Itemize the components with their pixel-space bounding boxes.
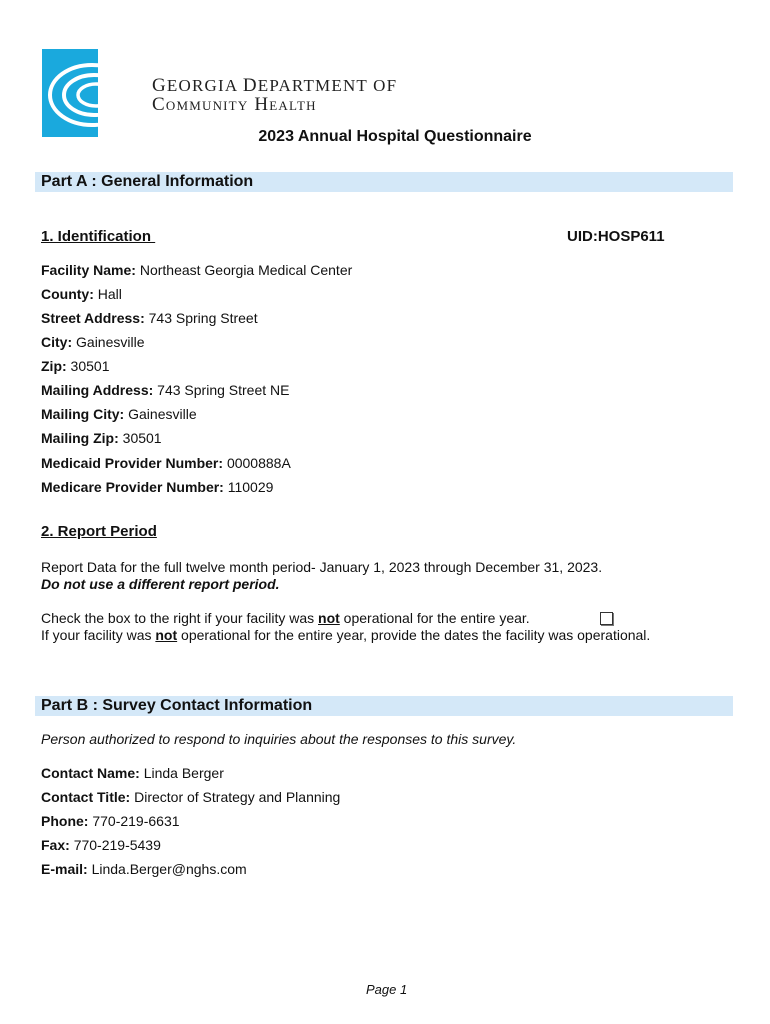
field-value: 743 Spring Street NE (157, 382, 290, 398)
field-fax (41, 837, 161, 853)
field-label: Contact Title: (41, 789, 131, 805)
dates-line-text-b: operational for the entire year, provide the dates the facility was operational. (177, 627, 651, 643)
report-period-heading: 2. Report Period (41, 523, 157, 540)
dch-logo-svg (42, 49, 98, 137)
field-medicare-provider-number (41, 479, 273, 495)
org-initial-d: D (242, 75, 258, 96)
org-name-line2 (152, 94, 317, 116)
field-label: Mailing City: (41, 406, 125, 422)
operational-dates-line (41, 627, 650, 643)
field-label: Zip: (41, 358, 67, 374)
field-label: Street Address: (41, 310, 145, 326)
field-mailing-zip (41, 430, 162, 446)
not-operational-checkbox[interactable] (600, 612, 613, 625)
field-medicaid-provider-number (41, 455, 291, 471)
not-operational-check-line (41, 610, 530, 626)
identification-heading (41, 228, 155, 245)
org-word-eorgia: EORGIA (166, 76, 243, 95)
field-value: Northeast Georgia Medical Center (139, 262, 353, 278)
uid-label: UID:HOSP611 (567, 228, 665, 245)
field-county (41, 286, 122, 302)
field-value: 743 Spring Street (148, 310, 258, 326)
part-a-title: Part A : General Information (41, 173, 254, 190)
field-value: Gainesville (128, 406, 197, 422)
org-initial-g: G (152, 75, 167, 96)
report-period-warning: Do not use a different report period. (41, 576, 280, 592)
field-value: 770-219-5439 (73, 837, 161, 853)
field-label: Fax: (41, 837, 70, 853)
report-period-text: Report Data for the full twelve month period- January 1, 2023 through December 31, 2023. (41, 559, 603, 575)
field-label: Phone: (41, 813, 89, 829)
field-value: 770-219-6631 (92, 813, 180, 829)
page-number: Page 1 (366, 982, 408, 997)
field-mailing-city (41, 406, 197, 422)
field-label: Medicaid Provider Number: (41, 455, 224, 471)
field-label: E-mail: (41, 861, 88, 877)
field-value: Hall (97, 286, 122, 302)
field-street-address (41, 310, 258, 326)
field-value: 30501 (70, 358, 110, 374)
field-facility-name (41, 262, 352, 278)
field-label: City: (41, 334, 73, 350)
check-line-text-b: operational for the entire year. (339, 610, 530, 626)
field-value: 0000888A (226, 455, 291, 471)
field-phone (41, 813, 180, 829)
dch-logo-icon (42, 49, 98, 137)
field-zip (41, 358, 109, 374)
field-value: Linda Berger (143, 765, 224, 781)
check-line-text-a: Check the box to the right if your facility was (41, 610, 319, 626)
field-value: 30501 (122, 430, 162, 446)
field-label: Medicare Provider Number: (41, 479, 224, 495)
dates-line-text-a: If your facility was (41, 627, 156, 643)
field-email (41, 861, 247, 877)
dates-line-emph: not (155, 627, 178, 643)
field-label: County: (41, 286, 94, 302)
field-value: 110029 (227, 479, 274, 495)
org-line2-text: Community Health (152, 94, 317, 115)
check-line-emph: not (318, 610, 340, 626)
org-word-epartment: EPARTMENT OF (257, 76, 398, 95)
field-value: Linda.Berger@nghs.com (91, 861, 247, 877)
part-b-intro: Person authorized to respond to inquiries about the responses to this survey. (41, 731, 517, 747)
field-mailing-address (41, 382, 289, 398)
field-value: Director of Strategy and Planning (134, 789, 341, 805)
field-label: Contact Name: (41, 765, 140, 781)
field-value: Gainesville (76, 334, 145, 350)
identification-heading-text: 1. Identification (41, 228, 152, 245)
part-b-title: Part B : Survey Contact Information (41, 697, 313, 714)
field-label: Mailing Address: (41, 382, 154, 398)
field-label: Facility Name: (41, 262, 136, 278)
field-city (41, 334, 145, 350)
field-label: Mailing Zip: (41, 430, 119, 446)
field-contact-title (41, 789, 340, 805)
field-contact-name (41, 765, 224, 781)
document-title: 2023 Annual Hospital Questionnaire (258, 128, 532, 145)
